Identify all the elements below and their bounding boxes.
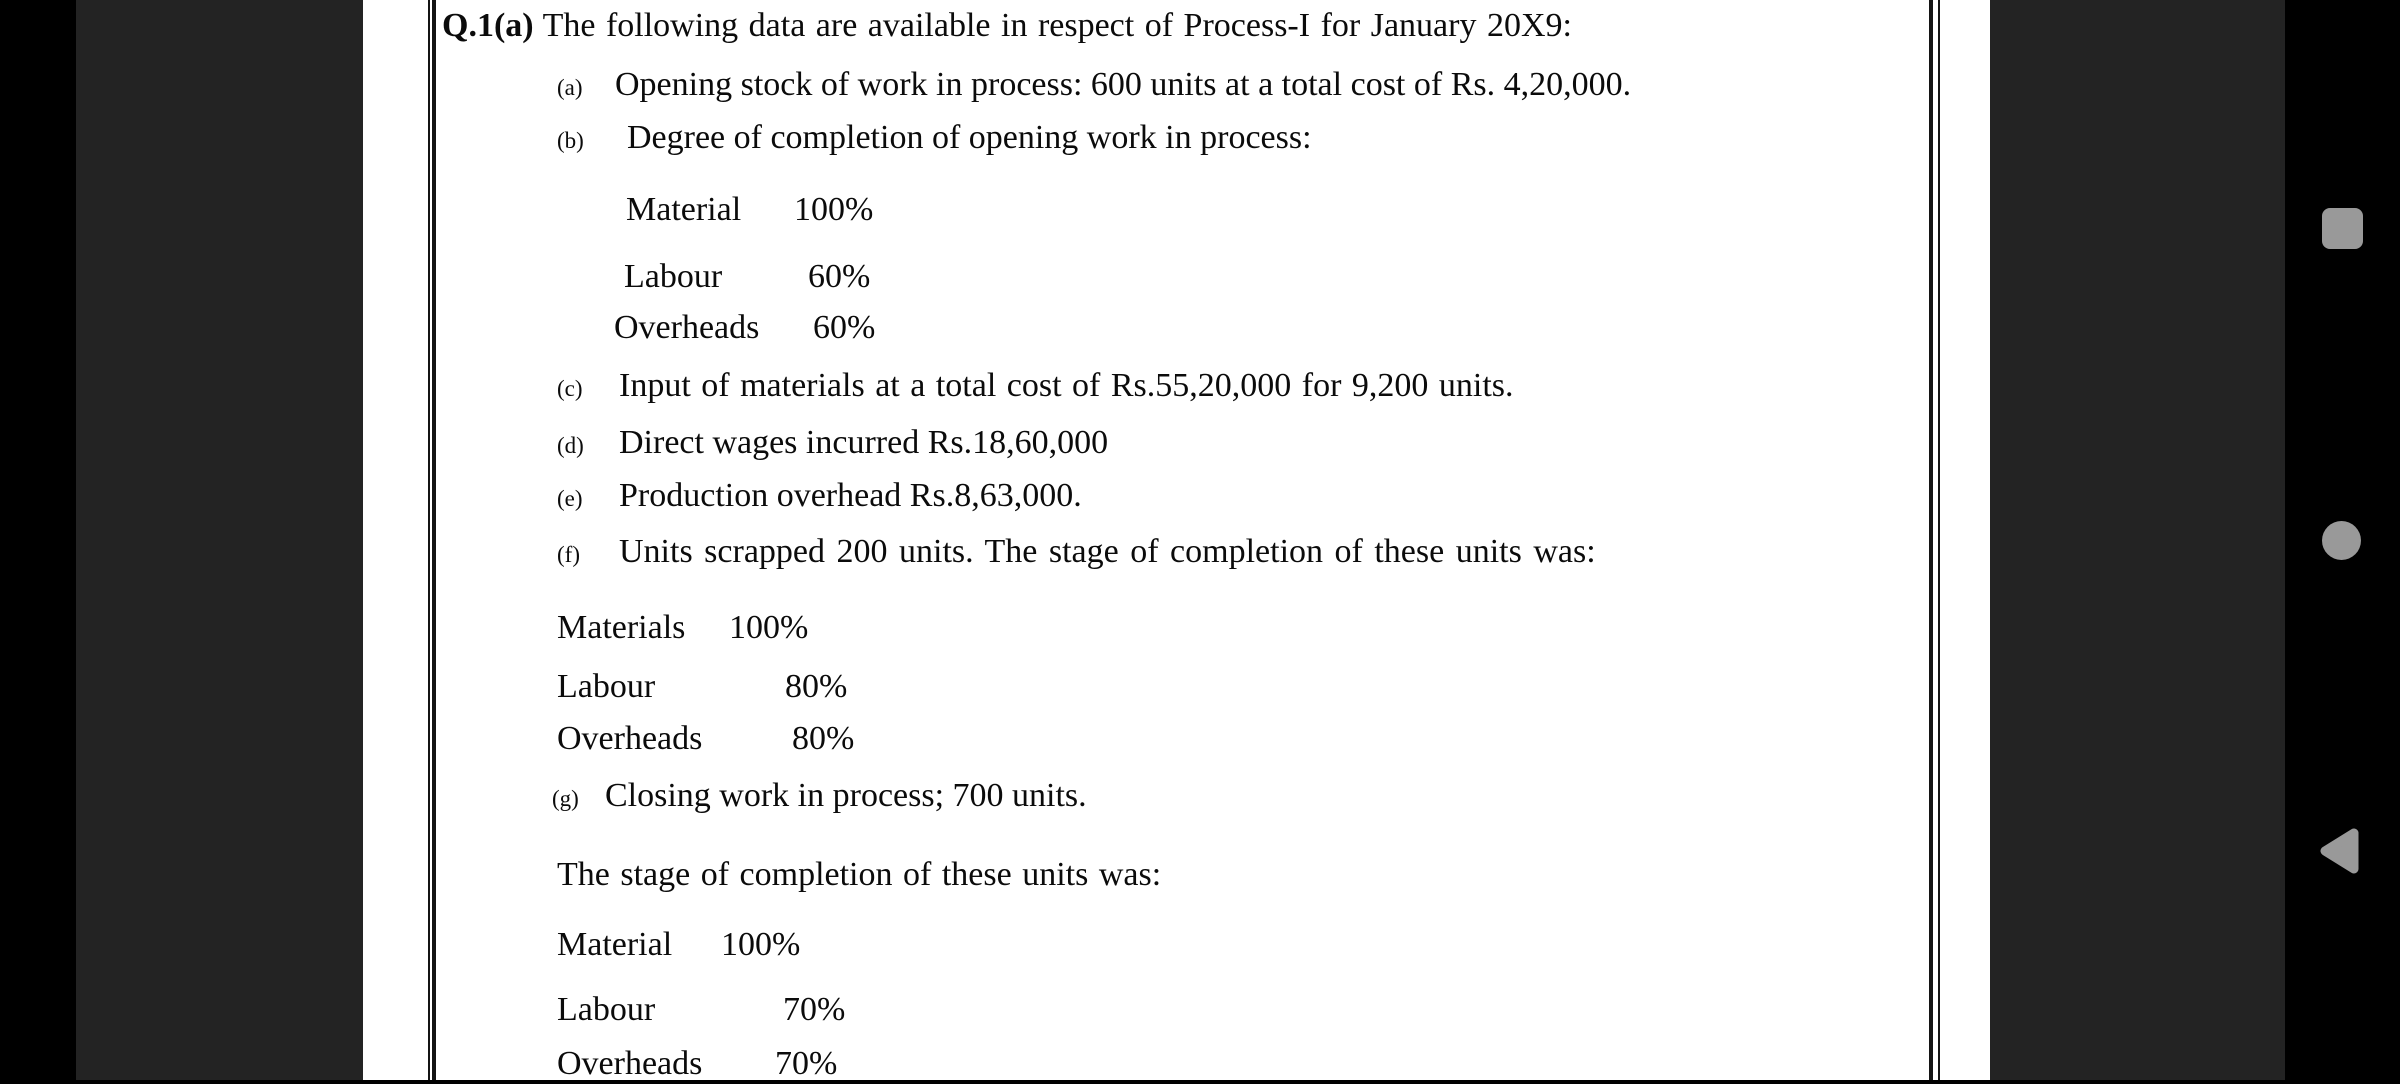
item-d-text: Direct wages incurred Rs.18,60,000 bbox=[619, 424, 1109, 461]
scrapped-row-materials bbox=[557, 608, 808, 648]
closing-row-material bbox=[557, 925, 800, 965]
completion-name: Material bbox=[557, 926, 673, 963]
scrapped-row-labour bbox=[557, 667, 847, 707]
completion-value: 100% bbox=[729, 609, 809, 646]
item-c bbox=[557, 366, 1514, 409]
item-f-label: (f) bbox=[557, 542, 580, 567]
box-border-left-inner bbox=[432, 0, 436, 1080]
completion-value: 70% bbox=[783, 991, 846, 1028]
question-number: Q.1(a) bbox=[442, 7, 534, 44]
completion-value: 80% bbox=[785, 668, 848, 705]
completion-value: 70% bbox=[775, 1045, 838, 1082]
item-b-label: (b) bbox=[557, 128, 584, 153]
document-page[interactable] bbox=[363, 0, 1990, 1080]
opening-wip-row-material bbox=[626, 190, 873, 230]
completion-value: 100% bbox=[721, 926, 801, 963]
completion-name: Labour bbox=[624, 258, 723, 295]
completion-value: 60% bbox=[813, 309, 876, 346]
item-c-label: (c) bbox=[557, 376, 583, 401]
recents-square-icon[interactable] bbox=[2322, 208, 2363, 249]
closing-wip-heading: The stage of completion of these units was: bbox=[557, 856, 1162, 893]
item-f bbox=[557, 532, 1596, 575]
completion-value: 80% bbox=[792, 720, 855, 757]
box-border-left-outer bbox=[428, 0, 430, 1080]
back-triangle-icon[interactable] bbox=[2317, 827, 2363, 875]
completion-value: 60% bbox=[808, 258, 871, 295]
item-a-text: Opening stock of work in process: 600 units at a total cost of Rs. 4,20,000. bbox=[615, 66, 1632, 103]
item-e-label: (e) bbox=[557, 486, 583, 511]
completion-name: Overheads bbox=[557, 1045, 703, 1082]
completion-name: Materials bbox=[557, 609, 686, 646]
completion-name: Overheads bbox=[614, 309, 760, 346]
item-a bbox=[557, 65, 1631, 108]
closing-row-overheads bbox=[557, 1044, 837, 1084]
item-b-text: Degree of completion of opening work in process: bbox=[627, 119, 1312, 156]
completion-name: Material bbox=[626, 191, 742, 228]
item-d bbox=[557, 423, 1108, 466]
item-g-label: (g) bbox=[552, 786, 579, 811]
box-border-right-outer bbox=[1938, 0, 1940, 1080]
viewer-background-left bbox=[76, 0, 363, 1080]
item-e bbox=[557, 476, 1082, 519]
completion-name: Labour bbox=[557, 991, 656, 1028]
question-heading bbox=[442, 6, 1572, 46]
item-b bbox=[557, 118, 1312, 161]
opening-wip-row-overheads bbox=[614, 308, 875, 348]
completion-name: Overheads bbox=[557, 720, 703, 757]
scrapped-row-overheads bbox=[557, 719, 854, 759]
home-circle-icon[interactable] bbox=[2322, 521, 2361, 560]
completion-name: Labour bbox=[557, 668, 656, 705]
item-f-text: Units scrapped 200 units. The stage of completion of these units was: bbox=[619, 533, 1596, 570]
item-c-text: Input of materials at a total cost of Rs.55,20,000 for 9,200 units. bbox=[619, 367, 1514, 404]
item-d-label: (d) bbox=[557, 433, 584, 458]
item-g-text: Closing work in process; 700 units. bbox=[605, 777, 1087, 814]
item-a-label: (a) bbox=[557, 75, 583, 100]
item-g bbox=[552, 776, 1087, 819]
closing-row-labour bbox=[557, 990, 845, 1030]
completion-value: 100% bbox=[794, 191, 874, 228]
opening-wip-row-labour bbox=[624, 257, 870, 297]
item-e-text: Production overhead Rs.8,63,000. bbox=[619, 477, 1082, 514]
box-border-right-inner bbox=[1929, 0, 1933, 1080]
question-intro-text: The following data are available in respect of Process-I for January 20X9: bbox=[542, 7, 1572, 44]
viewer-background-right bbox=[1990, 0, 2285, 1080]
